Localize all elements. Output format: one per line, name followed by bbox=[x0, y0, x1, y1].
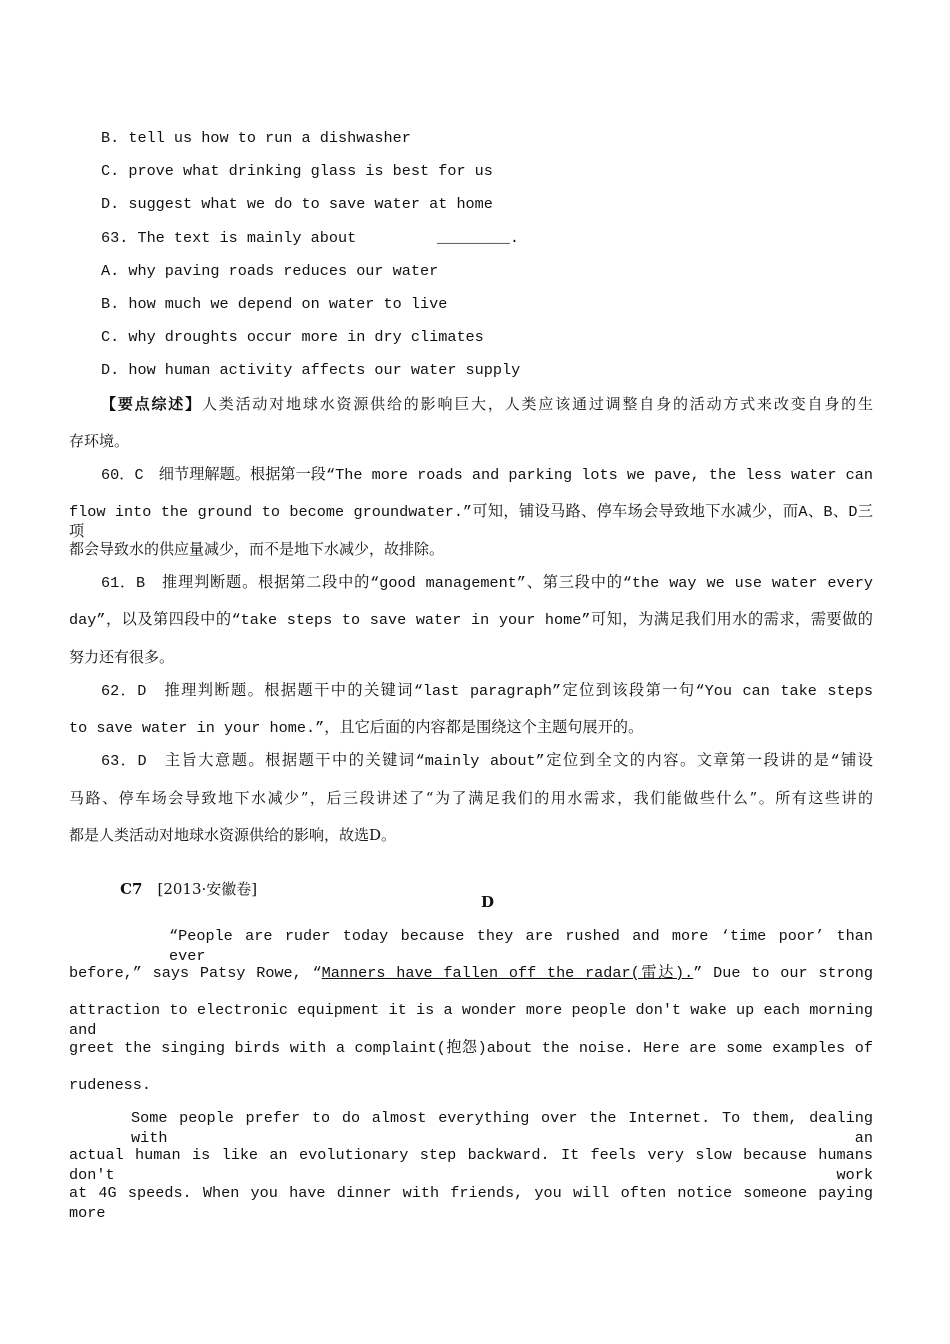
summary-line-1 bbox=[101, 394, 873, 414]
section-source: [2013·安徽卷] bbox=[157, 880, 258, 898]
summary-line-2: 存环境。 bbox=[69, 432, 130, 450]
summary-text: 人类活动对地球水资源供给的影响巨大，人类应该通过调整自身的活动方式来改变自身的生 bbox=[201, 395, 873, 413]
answer-61-line-3: 努力还有很多。 bbox=[69, 648, 175, 666]
passage-p1-line-2-post: ” Due to our strong bbox=[693, 964, 874, 982]
passage-p1-line-3: attraction to electronic equipment it is a wonder more people don't wake up each morning and bbox=[69, 1001, 873, 1039]
answer-62-line-1: 62．D 推理判断题。根据题干中的关键词“last paragraph”定位到该段第一句“You can take steps bbox=[101, 682, 873, 700]
passage-letter: D bbox=[480, 893, 494, 911]
summary-label: 【要点综述】 bbox=[101, 395, 202, 413]
passage-p1-line-2-pre: before,” says Patsy Rowe, “ bbox=[69, 964, 322, 982]
passage-p1-line-5: rudeness. bbox=[69, 1076, 152, 1094]
option-63-c: C. why droughts occur more in dry climates bbox=[101, 328, 484, 346]
answer-61-line-1: 61．B 推理判断题。根据第二段中的“good management”、第三段中的“the way we use water every bbox=[101, 574, 873, 592]
answer-60-line-3: 都会导致水的供应量减少，而不是地下水减少，故排除。 bbox=[69, 540, 445, 558]
option-62-d: D. suggest what we do to save water at home bbox=[101, 195, 493, 213]
passage-p2-line-1: Some people prefer to do almost everything over the Internet. To them, dealing with an bbox=[131, 1109, 873, 1147]
question-63-stem: 63. The text is mainly about bbox=[101, 229, 357, 247]
passage-p1-line-1: “People are ruder today because they are rushed and more ‘time poor’ than ever bbox=[169, 927, 873, 965]
passage-underlined-sentence: Manners have fallen off the radar(雷达). bbox=[321, 964, 694, 982]
answer-62-line-2: to save water in your home.”，且它后面的内容都是围绕这个主题句展开的。 bbox=[69, 719, 644, 737]
answer-63-line-2: 马路、停车场会导致地下水减少”，后三段讲述了“为了满足我们的用水需求，我们能做些什么”。所有这些讲的 bbox=[69, 789, 873, 807]
passage-p1-line-2 bbox=[69, 963, 873, 983]
option-63-d: D. how human activity affects our water supply bbox=[101, 361, 521, 379]
section-code: C7 bbox=[120, 880, 143, 898]
option-62-c: C. prove what drinking glass is best for us bbox=[101, 162, 493, 180]
passage-p2-line-3: at 4G speeds. When you have dinner with friends, you will often notice someone paying more bbox=[69, 1184, 873, 1222]
question-63-blank: ________. bbox=[437, 229, 520, 247]
passage-p1-line-4: greet the singing birds with a complaint(抱怨)about the noise. Here are some examples of bbox=[69, 1039, 873, 1057]
option-63-a: A. why paving roads reduces our water bbox=[101, 262, 439, 280]
passage-p2-line-2: actual human is like an evolutionary step backward. It feels very slow because humans don't work bbox=[69, 1146, 873, 1184]
option-62-b: B. tell us how to run a dishwasher bbox=[101, 129, 411, 147]
answer-60-line-2: flow into the ground to become groundwater.”可知，铺设马路、停车场会导致地下水减少，而A、B、D三项 bbox=[69, 503, 873, 541]
answer-61-line-2: day”，以及第四段中的“take steps to save water in your home”可知，为满足我们用水的需求，需要做的 bbox=[69, 611, 873, 629]
answer-60-line-1: 60．C 细节理解题。根据第一段“The more roads and parking lots we pave, the less water can bbox=[101, 466, 873, 484]
answer-63-line-3: 都是人类活动对地球水资源供给的影响，故选D。 bbox=[69, 826, 397, 844]
answer-63-line-1: 63．D 主旨大意题。根据题干中的关键词“mainly about”定位到全文的内容。文章第一段讲的是“铺设 bbox=[101, 752, 873, 770]
option-63-b: B. how much we depend on water to live bbox=[101, 295, 448, 313]
